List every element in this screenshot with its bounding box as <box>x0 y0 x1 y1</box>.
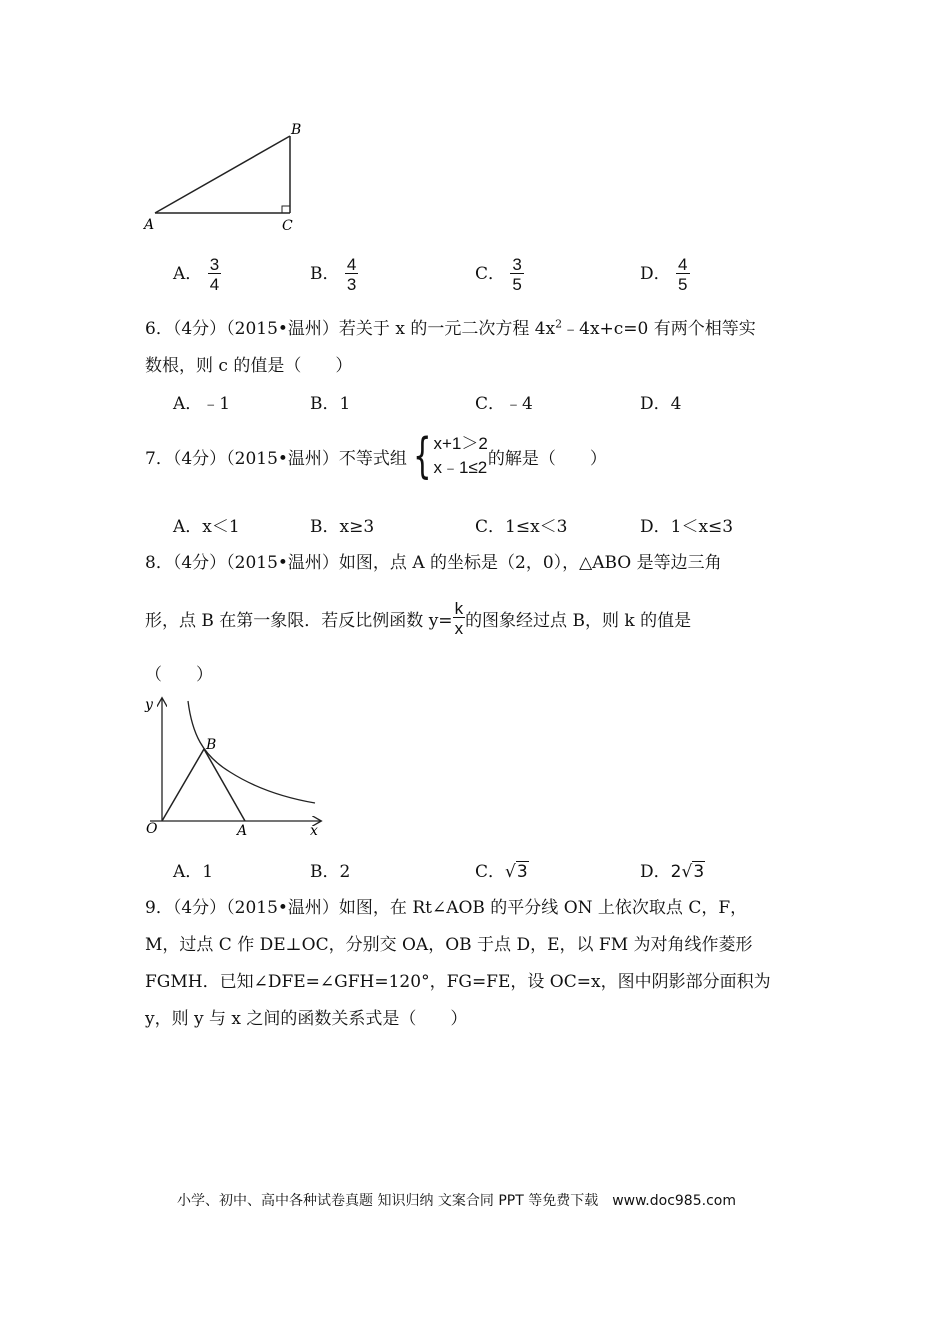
origin-label: O <box>146 821 158 837</box>
footer-text: 小学、初中、高中各种试卷真题 知识归纳 文案合同 PPT 等免费下载 www.doc985.com <box>177 1193 736 1209</box>
q5-option-c: C． $\frac{3}{5}$ <box>475 255 522 294</box>
q9-stem-line2: M，过点 C 作 DE⊥OC，分别交 OA，OB 于点 D，E，以 FM 为对角线作菱形 <box>145 935 753 955</box>
label-c: C <box>282 218 293 234</box>
label-b: B <box>206 737 217 753</box>
q6-option-d: D．4 <box>640 394 682 414</box>
q7-option-d: D．1＜x≤3 <box>640 517 734 537</box>
q9-stem-line4: y，则 y 与 x 之间的函数关系式是（ ） <box>145 1009 468 1029</box>
inverse-function-figure <box>140 693 330 841</box>
q8-option-a: A．1 <box>173 862 214 882</box>
inequality-system: { x+1＞2 x﹣1≤2 <box>413 428 488 484</box>
q8-option-d: D．2√3 <box>640 862 705 882</box>
q8-stem-line3: （ ） <box>145 665 213 685</box>
q7-option-a: A．x＜1 <box>173 517 240 537</box>
q9-stem-line1: 9．（4分）（2015•温州）如图，在 Rt∠AOB 的平分线 ON 上依次取点 C，F， <box>145 898 748 918</box>
q7-option-c: C．1≤x＜3 <box>475 517 568 537</box>
q7-option-b: B．x≥3 <box>310 517 375 537</box>
q6-stem-line1: 6．（4分）（2015•温州）若关于 x 的一元二次方程 $4x^2﹣4x+c=0$ 有两个相等实 <box>145 317 756 339</box>
x-axis-label: x <box>310 823 318 839</box>
q5-option-d: D． $\frac{4}{5}$ <box>640 255 688 294</box>
q6-option-a: A．﹣1 <box>173 394 231 414</box>
q6-stem-line2: 数根，则 c 的值是（ ） <box>145 356 353 376</box>
y-axis-label: y <box>145 697 153 713</box>
q8-stem-line1: 8．（4分）（2015•温州）如图，点 A 的坐标是（2，0），△ABO 是等边三角 <box>145 553 722 573</box>
q5-option-a: A． $\frac{3}{4}$ <box>173 255 220 294</box>
q8-option-c: C．√3 <box>475 862 528 882</box>
label-a: A <box>144 217 155 233</box>
right-triangle-figure <box>140 118 310 238</box>
q7-stem: 7．（4分）（2015•温州）不等式组 { x+1＞2 x﹣1≤2 的解是（ ） <box>145 428 607 484</box>
q9-stem-line3: FGMH．已知∠DFE=∠GFH=120°，FG=FE，设 OC=x，图中阴影部分面积为 <box>145 972 771 992</box>
label-b: B <box>291 122 302 138</box>
q8-stem-line2: 形，点 B 在第一象限．若反比例函数 y= $\frac{k}{x}$ 的图象经过点 B，则 k 的值是 <box>145 599 692 638</box>
q5-option-b: B． $\frac{4}{3}$ <box>310 255 357 294</box>
q8-option-b: B．2 <box>310 862 351 882</box>
label-a: A <box>237 823 248 839</box>
q6-option-b: B．1 <box>310 394 351 414</box>
q6-option-c: C．﹣4 <box>475 394 533 414</box>
